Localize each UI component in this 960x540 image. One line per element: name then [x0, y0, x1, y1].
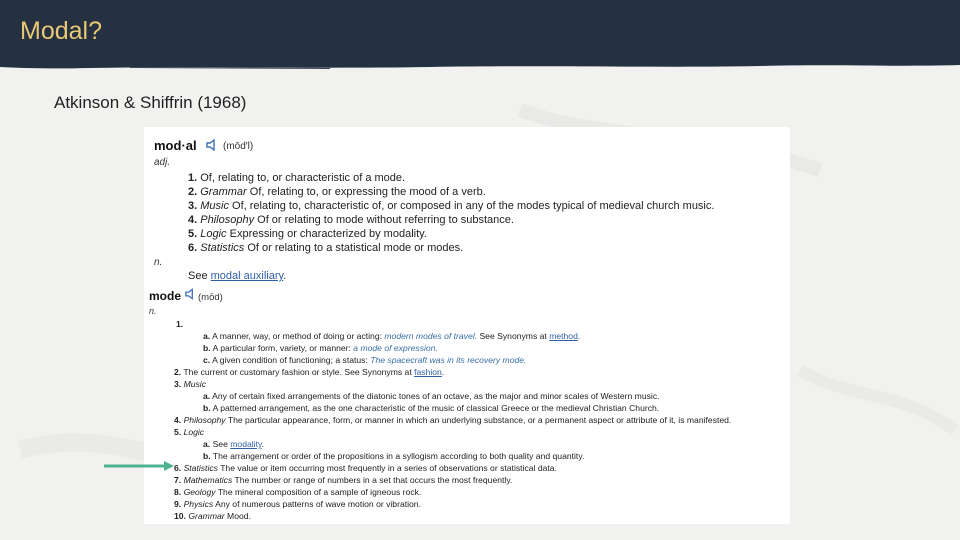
mode-sense-1b: b. A particular form, variety, or manner: a mode of expression.: [203, 343, 438, 353]
mode-sense-6: 6. Statistics The value or item occurring most frequently in a series of observations or statistical data.: [174, 463, 557, 473]
mode-sense-7: 7. Mathematics The number or range of numbers in a set that occurs the most frequently.: [174, 475, 513, 485]
mode-sense-5: 5. Logic: [174, 427, 205, 437]
modal-pos-noun: n.: [154, 257, 163, 268]
speaker-icon[interactable]: [184, 288, 196, 300]
modal-pos-adj: adj.: [154, 157, 171, 168]
mode-sense-2: 2. The current or customary fashion or style. See Synonyms at fashion.: [174, 367, 445, 377]
mode-sense-10: 10. Grammar Mood.: [174, 511, 251, 521]
dictionary-entry-panel: [144, 127, 790, 524]
mode-sense-5b: b. The arrangement or order of the propositions in a syllogism according to both quality and quantity.: [203, 451, 585, 461]
modal-sense-5: 5. Logic Expressing or characterized by modality.: [188, 228, 427, 240]
mode-sense-1-number: 1.: [176, 319, 184, 329]
mode-sense-3: 3. Music: [174, 379, 207, 389]
slide-title: Modal?: [20, 17, 102, 45]
arrow-icon: [104, 461, 174, 471]
mode-sense-8: 8. Geology The mineral composition of a sample of igneous rock.: [174, 487, 422, 497]
mode-sense-9: 9. Physics Any of numerous patterns of wave motion or vibration.: [174, 499, 421, 509]
slide-header: [0, 0, 960, 64]
modal-see-also: See modal auxiliary.: [188, 270, 287, 282]
modal-sense-2: 2. Grammar Of, relating to, or expressing the mood of a verb.: [188, 186, 486, 198]
modal-sense-4: 4. Philosophy Of or relating to mode without referring to substance.: [188, 214, 514, 226]
modal-headword: mod·al: [154, 138, 197, 153]
modality-link[interactable]: modality: [230, 439, 262, 449]
modal-sense-1: 1. Of, relating to, or characteristic of a mode.: [188, 172, 406, 184]
speaker-icon[interactable]: [205, 139, 218, 151]
mode-headword: mode: [149, 289, 182, 303]
mode-sense-3a: a. Any of certain fixed arrangements of the diatonic tones of an octave, as the major and minor scales of Western music.: [203, 391, 660, 401]
mode-sense-3b: b. A patterned arrangement, as the one characteristic of the music of classical Greece or the medieval Christian Church.: [203, 403, 660, 413]
modal-sense-3: 3. Music Of, relating to, characteristic of, or composed in any of the modes typical of medieval church music.: [188, 200, 715, 212]
method-link[interactable]: method: [549, 331, 578, 341]
modal-pronunciation: (mōd′l): [223, 141, 254, 152]
mode-sense-1a: a. A manner, way, or method of doing or acting: modern modes of travel. See Synonyms at method.: [203, 331, 581, 341]
brush-stroke-divider: [0, 62, 960, 70]
modal-auxiliary-link[interactable]: modal auxiliary: [210, 270, 284, 282]
mode-pos-noun: n.: [149, 306, 157, 316]
fashion-link[interactable]: fashion: [414, 367, 442, 377]
mode-sense-5a: a. See modality.: [203, 439, 265, 449]
modal-sense-6: 6. Statistics Of or relating to a statistical mode or modes.: [188, 242, 464, 254]
mode-pronunciation: (mōd): [198, 292, 223, 303]
slide-subtitle: Atkinson & Shiffrin (1968): [54, 93, 247, 112]
mode-sense-4: 4. Philosophy The particular appearance, form, or manner in which an underlying substance, or a permanent aspect or attribute of it, is manifested.: [174, 415, 732, 425]
mode-sense-1c: c. A given condition of functioning; a status: The spacecraft was in its recovery mode.: [203, 355, 527, 365]
